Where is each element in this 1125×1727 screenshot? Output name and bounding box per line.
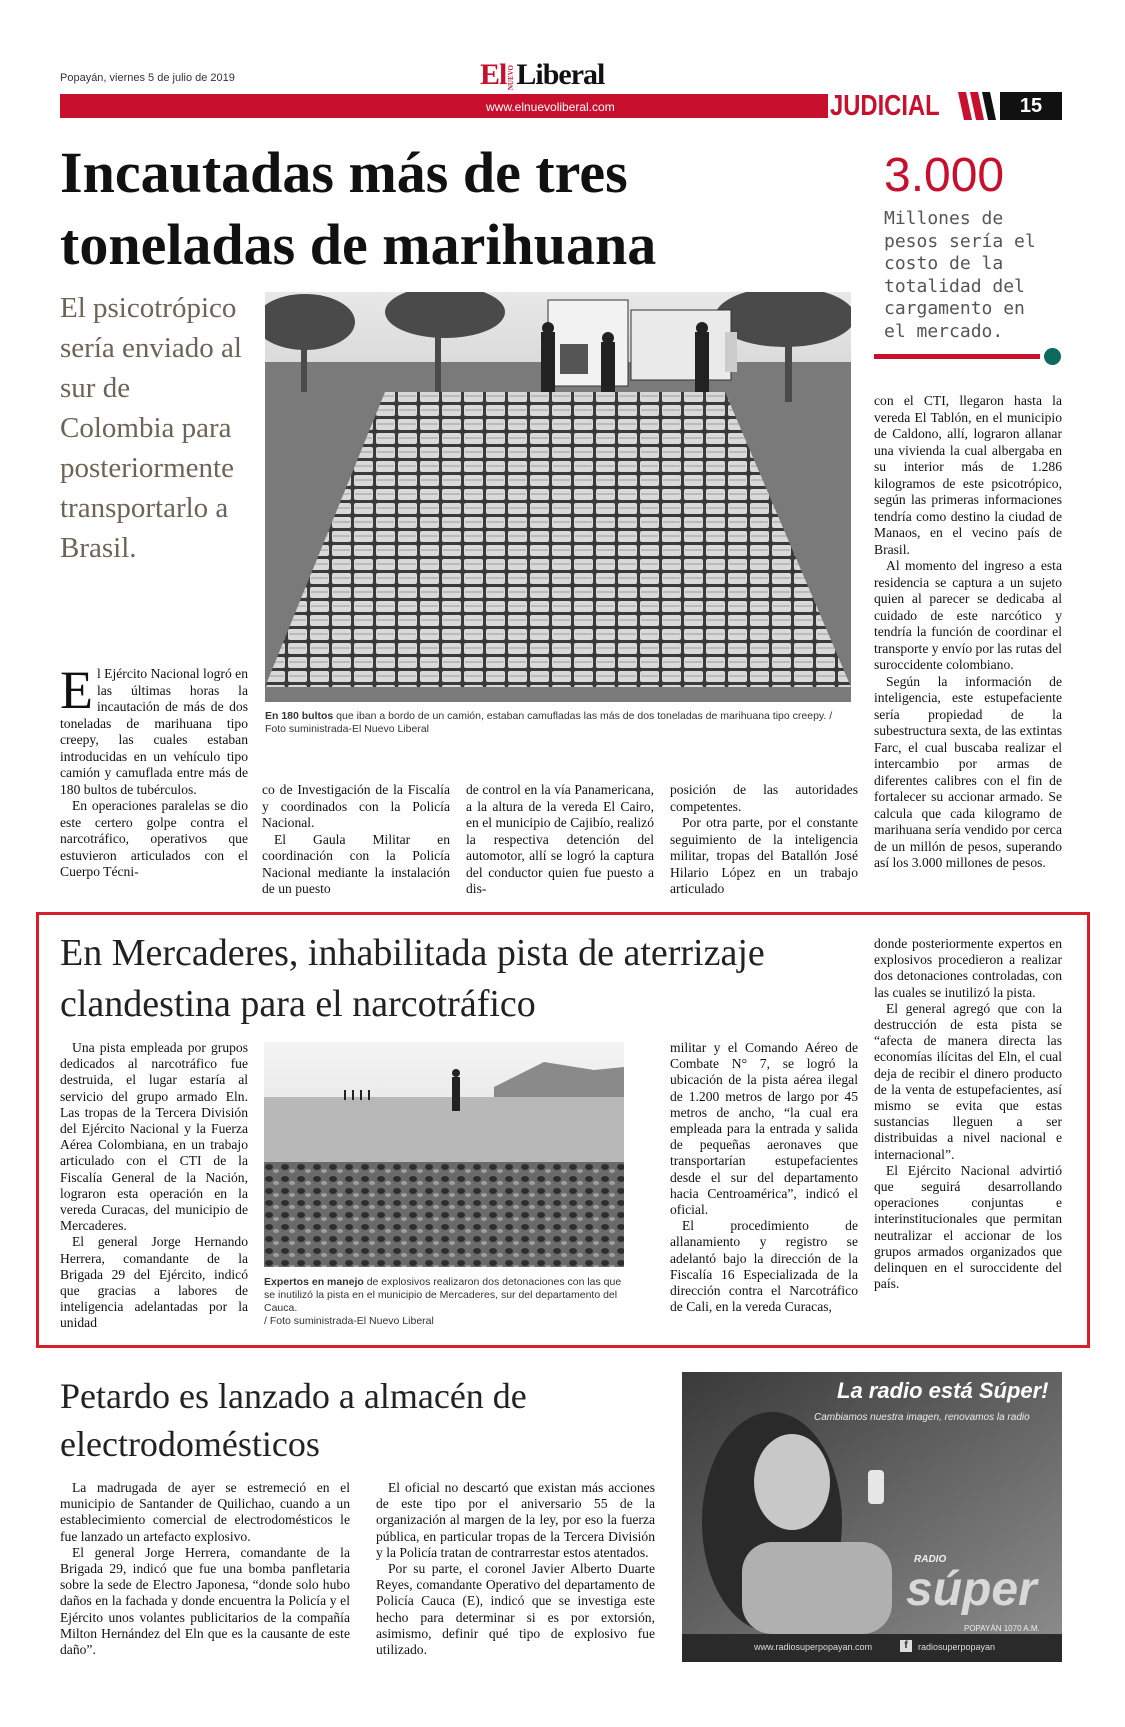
story2-photo[interactable] (264, 1042, 624, 1267)
stat-description: Millones de pesos sería el costo de la totalidad del cargamento en el mercado. (884, 208, 1036, 342)
ad-logo-radio: RADIO (914, 1554, 947, 1565)
paragraph: Al momento del ingreso a esta residencia se captura a un sujeto quien al parecer se dedicaba al cuidado de este narcótico y tendría la función de coordinar el transporte y envío por las rutas del suroccidente colombiano. (874, 558, 1062, 672)
story1-deck: El psicotrópico sería enviado al sur de Colombia para posteriormente transportarlo a Brasil. (60, 292, 242, 564)
ad-url[interactable]: www.radiosuperpopayan.com (754, 1642, 873, 1652)
paragraph: con el CTI, llegaron hasta la vereda El Tablón, en el municipio de Caldono, allí, lograron allanar una vivienda la cual albergaba en su interior más de 1.286 kilogramos de este psicotrópico, según las primeras informaciones tendría como destino la ciudad de Manaos, en el vecino país de Brasil. (874, 393, 1062, 557)
radio-super-ad[interactable] (682, 1372, 1062, 1662)
paragraph: El general Jorge Hernando Herrera, comandante de la Brigada 29 del Ejército, indicó que gracias a labores de inteligencia adelantadas por la unidad (60, 1234, 248, 1331)
story3-col2 (376, 1480, 655, 1658)
paragraph: El Ejército Nacional advirtió que seguirá desarrollando operaciones conjuntas e interinstitucionales que permitan neutralizar el accionar de los grupos armados organizados que delinquen en el suroccidente del país. (874, 1162, 1062, 1292)
stripes-decoration (958, 92, 1000, 120)
website-link[interactable]: www.elnuevoliberal.com (486, 100, 615, 114)
header-bar (60, 94, 828, 118)
paragraph: Una pista empleada por grupos dedicados al narcotráfico fue destruida, el lugar estaría al servicio del grupo armado Eln. Las tropas de la Tercera División del Ejército Nacional y la Fuerza Aérea Colombiana, en un trabajo articulado con el CTI de la Fiscalía General de la Nación, lograron esta operación en la vereda Curacas, del municipio de Mercaderes. (60, 1040, 248, 1234)
story1-col1 (60, 660, 248, 881)
paragraph: militar y el Comando Aéreo de Combate N° 7, se logró la ubicación de la pista aérea ilegal de 1.200 metros de largo por 45 metros de ancho, “la cual era empleada para la entrada y salida de pequeñas aeronaves que transportarían estupefacientes desde el sur del departamento hacia Centroamérica”, indicó el oficial. (670, 1040, 858, 1218)
story1-col5 (874, 393, 1062, 872)
caption-lead: Expertos en manejo (264, 1276, 364, 1288)
logo-el: El (480, 58, 507, 91)
section-title: JUDICIAL (830, 90, 940, 122)
caption-lead: En 180 bultos (265, 710, 334, 722)
paragraph: l Ejército Nacional logró en las últimas horas la incautación de más de dos toneladas de marihuana tipo creepy, las cuales estaban introducidas en un vehículo tipo camión y camuflada entre más de 180 bultos de tubérculos. (60, 666, 248, 797)
ad-subtitle: Cambiamos nuestra imagen, renovamos la radio (814, 1412, 1030, 1423)
ad-logo-frequency: POPAYÁN 1070 A.M. (964, 1624, 1040, 1633)
story1-caption (265, 710, 851, 736)
paragraph: En operaciones paralelas se dio este certero golpe contra el narcotráfico, operativos que estuvieron articulados con el Cuerpo Técni- (60, 798, 248, 879)
story2-headline: En Mercaderes, inhabilitada pista de aterrizaje clandestina para el narcotráfico (60, 932, 765, 1025)
stat-underline (874, 354, 1040, 359)
story2-caption (264, 1276, 634, 1328)
story3-col1 (60, 1480, 350, 1658)
paragraph: El general agregó que con la destrucción de esta pista se “afecta de manera directa las economías ilícitas del Eln, el cual deja de recibir el dinero producto de la venta de estupefacientes, así mismo se evita que estas sustancias lleguen a ser distribuidas a nivel nacional e internacional”. (874, 1000, 1062, 1162)
ad-facebook-handle[interactable]: radiosuperpopayan (918, 1642, 996, 1652)
paragraph: El general Jorge Herrera, comandante de la Brigada 29, indicó que fue una bomba panfletaria sobre la sede de Electro Japonesa, “donde solo hubo daños en la fachada y donde encuentra la Policía y el Ejército unos volantes publicitarios de la compañía Milton Hernández del Eln que es la causante de este daño”. (60, 1544, 350, 1658)
paragraph: Por otra parte, por el constante seguimiento de la inteligencia militar, tropas del Batallón José Hilario López en un trabajo articulado (670, 815, 858, 896)
story1-col4 (670, 782, 858, 898)
paragraph: El Gaula Militar en coordinación con la Policía Nacional mediante la instalación de un puesto (262, 831, 450, 896)
photo-credit: / Foto suministrada-El Nuevo Liberal (264, 1315, 434, 1327)
newspaper-logo[interactable] (480, 58, 604, 92)
page-number: 15 (1000, 92, 1062, 120)
paragraph: posición de las autoridades competentes. (670, 782, 858, 814)
story1-col3 (466, 782, 654, 898)
ad-title: La radio está Súper! (837, 1378, 1049, 1403)
logo-nuevo: NUEVO (507, 64, 516, 90)
stat-dot (1044, 348, 1061, 365)
story2-col1 (60, 1040, 248, 1332)
paragraph: El procedimiento de allanamiento y registro se adelantó bajo la dirección de la Fiscalía 16 Especializada de la dirección contra el Narcotráfico de Cali, en la vereda Curacas, (670, 1218, 858, 1315)
paragraph: La madrugada de ayer se estremeció en el municipio de Santander de Quilichao, cuando a un establecimiento comercial de electrodomésticos le fue lanzado un artefacto explosivo. (60, 1480, 350, 1544)
paragraph: Según la información de inteligencia, este estupefaciente sería propiedad de la subestructura sexta, de las extintas Farc, el cual buscaba realizar el intercambio por armas de diferentes calibres con el fin de fortalecer su accionar armado. Se calcula que cada kilogramo de marihuana sería vendido por cerca de un millón de pesos, superando así los 3.000 millones de pesos. (874, 673, 1062, 870)
paragraph: donde posteriormente expertos en explosivos procedieron a realizar dos detonaciones controladas, con las cuales se inutilizó la pista. (874, 936, 1062, 1000)
paragraph: de control en la vía Panamericana, a la altura de la vereda El Cairo, en el municipio de Cajibío, realizó la respectiva detención del automotor, allí se logró la captura del conductor quien fue puesto a dis- (466, 782, 654, 896)
story1-headline: Incautadas más de tres toneladas de marihuana (60, 140, 657, 277)
paragraph: El oficial no descartó que existan más acciones de este tipo por el aniversario 55 de la organización al margen de la ley, por eso la fuerza pública, en particular tropas de la Tercera División y la Policía tratan de contrarrestar estos atentados. (376, 1480, 655, 1560)
facebook-icon: f (900, 1640, 912, 1652)
story1-col2 (262, 782, 450, 898)
issue-date: Popayán, viernes 5 de julio de 2019 (60, 72, 235, 84)
ad-footer (682, 1634, 1062, 1662)
story2-col3 (874, 936, 1062, 1292)
paragraph: Por su parte, el coronel Javier Alberto Duarte Reyes, comandante Operativo del departamento de Policía Cauca (E), indicó que se investiga este hecho para determinar si es por extorsión, asimismo, definir qué tipo de explosivo fue utilizado. (376, 1561, 655, 1658)
caption-text: que iban a bordo de un camión, estaban camufladas las más de dos toneladas de marihuana tipo creepy. / Foto suministrada-El Nuevo Liberal (265, 710, 833, 735)
caption-text: de explosivos realizaron dos detonaciones con las que se inutilizó la pista en el municipio de Mercaderes, sur del departamento del Cauca. (264, 1276, 622, 1314)
ad-logo-super: súper (906, 1563, 1037, 1616)
stat-value: 3.000 (884, 149, 1005, 202)
paragraph: co de Investigación de la Fiscalía y coordinados con la Policía Nacional. (262, 782, 450, 830)
story2-col2 (670, 1040, 858, 1315)
story3-headline: Petardo es lanzado a almacén de electrodomésticos (60, 1376, 527, 1464)
logo-liberal: Liberal (516, 58, 605, 91)
story1-photo[interactable] (265, 292, 851, 702)
drop-cap: E (60, 660, 93, 720)
